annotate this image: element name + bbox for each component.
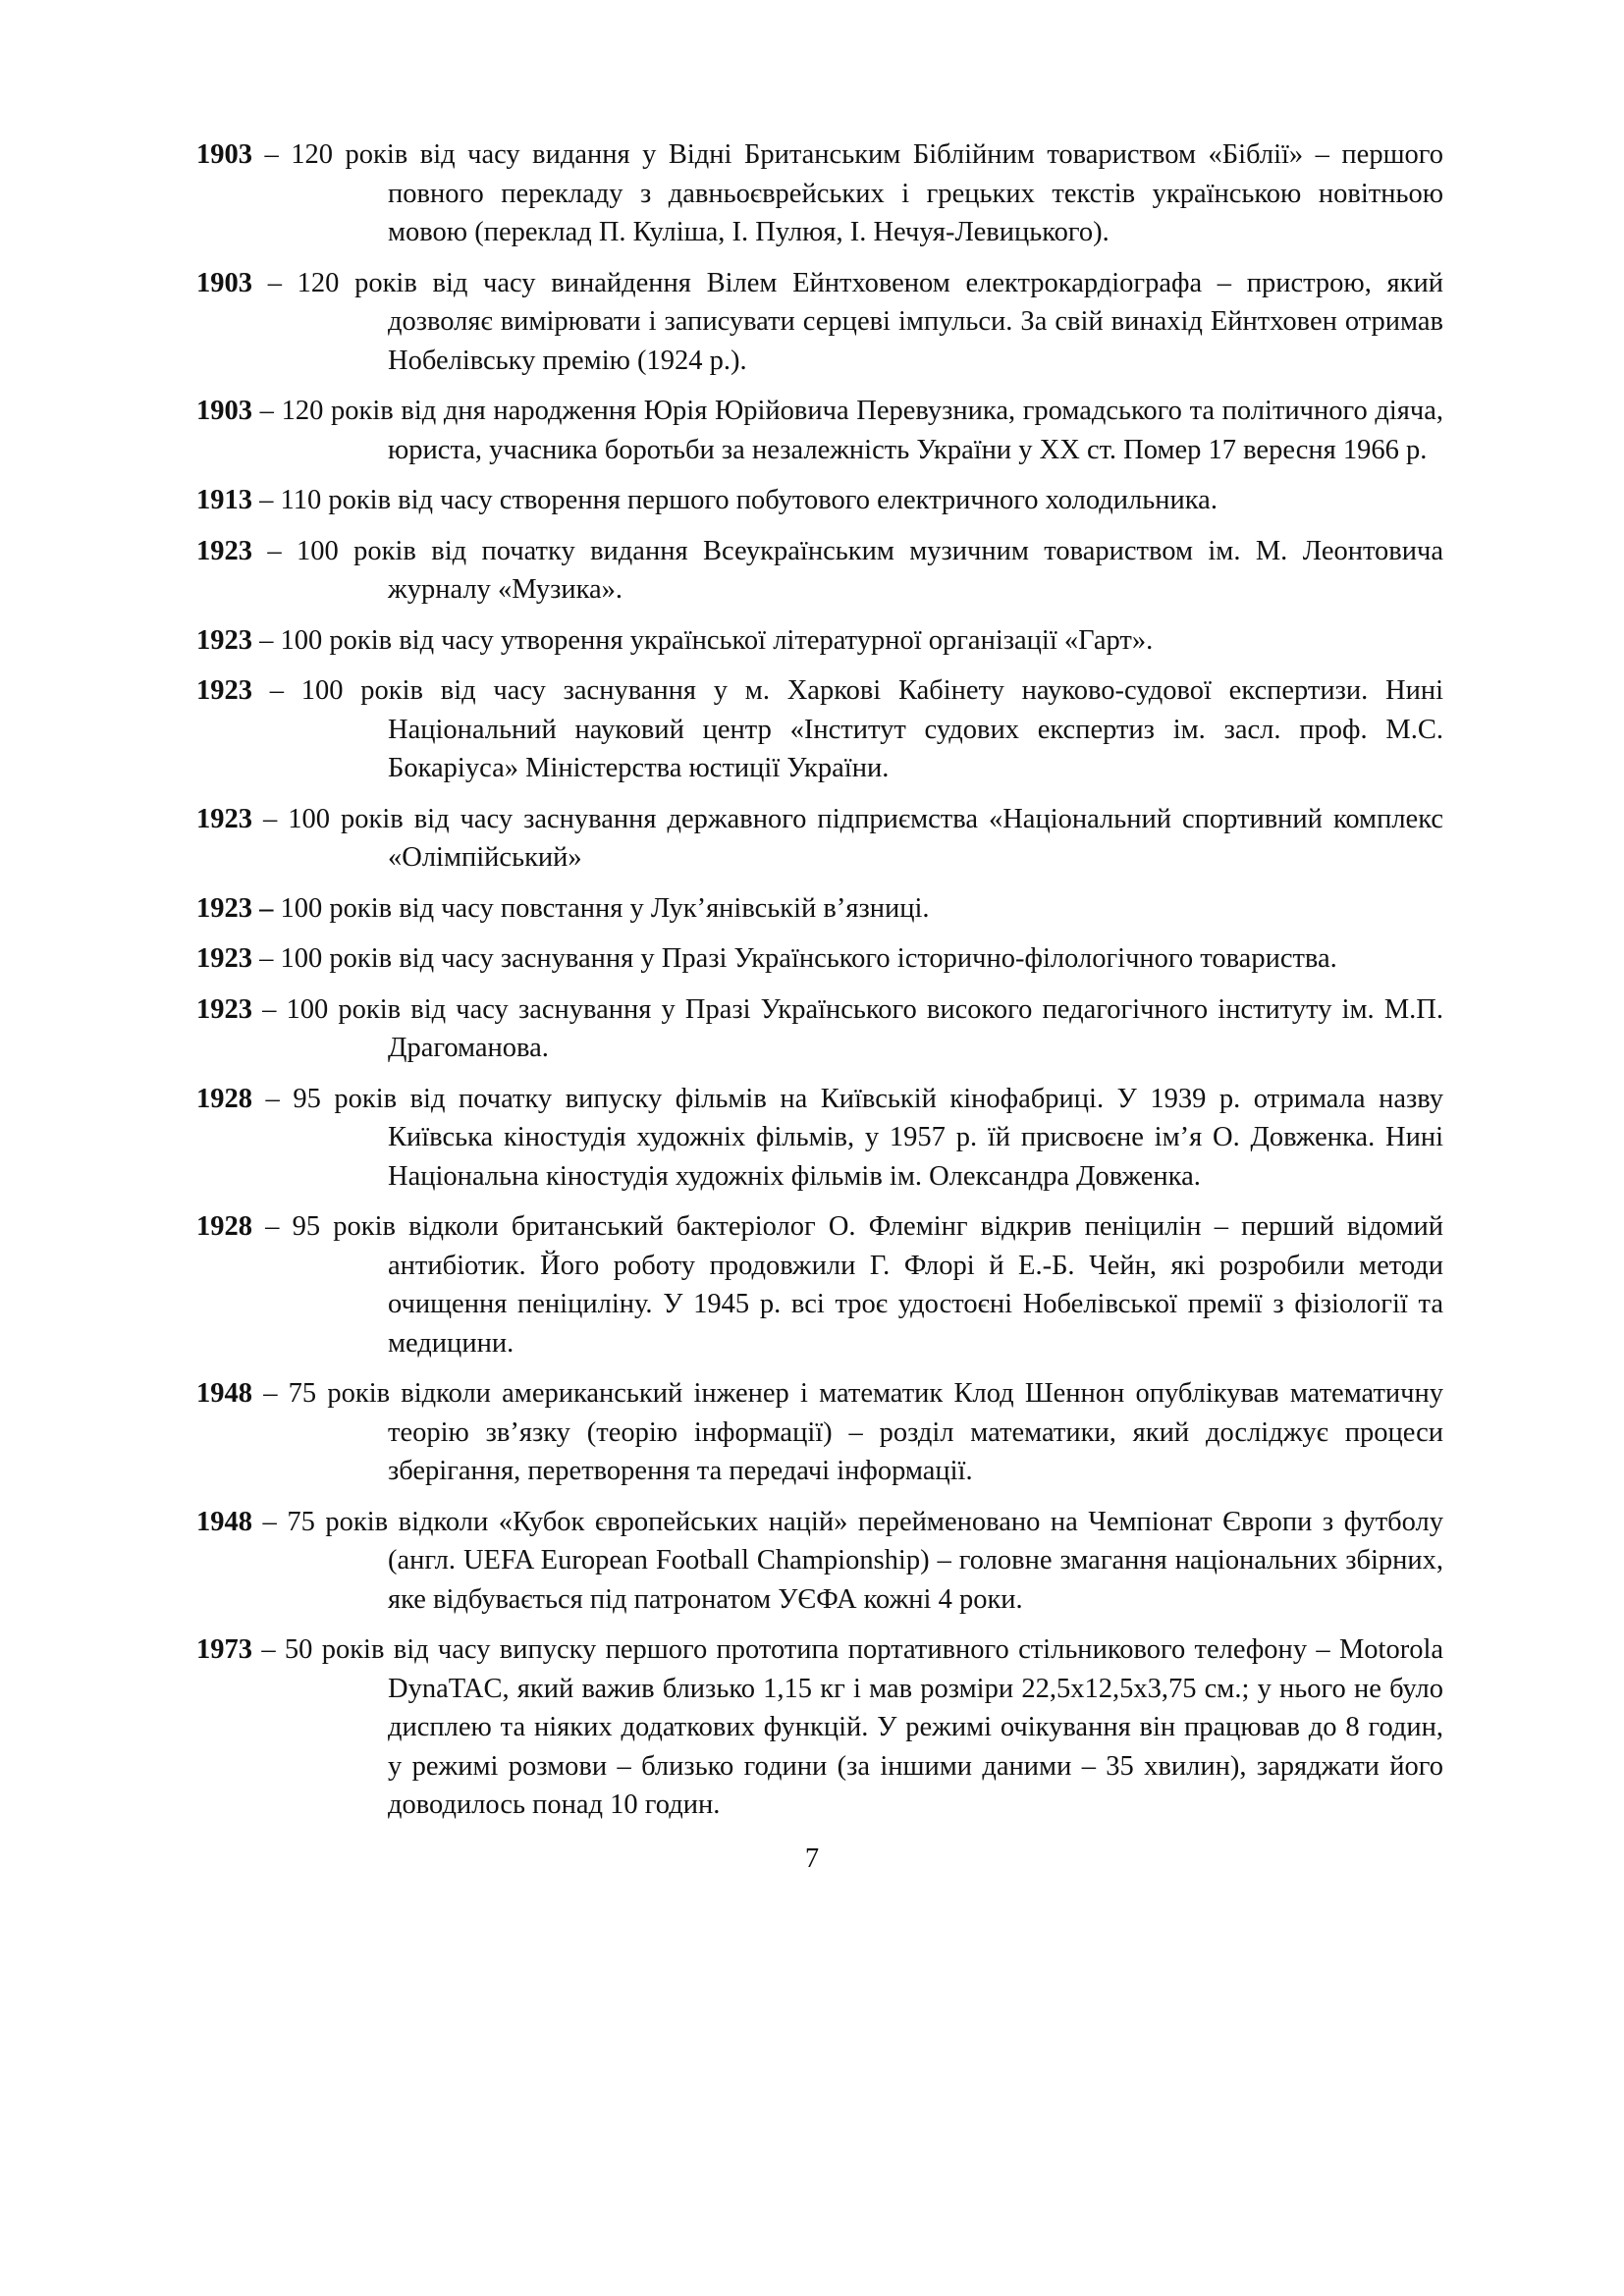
entry-text: 100 років від часу заснування у Празі Українського історично-філологічного товариства.: [280, 943, 1337, 974]
entry-separator: –: [252, 1378, 289, 1409]
entry-text: 75 років відколи американський інженер і математик Клод Шеннон опублікував математичну теорію зв’язку (теорію інформації) – розділ математики, який досліджує процеси зберігання, перетворення та передачі інформації.: [288, 1378, 1443, 1486]
anniversary-entry: [196, 1630, 1443, 1825]
entry-year: 1923: [196, 803, 252, 834]
entry-year: 1923: [196, 675, 252, 706]
entry-year: 1928: [196, 1211, 252, 1242]
entry-year: 1923: [196, 535, 252, 566]
entry-text: 95 років відколи британський бактеріолог О. Флемінг відкрив пеніцилін – перший відомий антибіотик. Його роботу продовжили Г. Флорі й Е.-Б. Чейн, які розробили методи очищення пеніциліну. У 1945 р. всі троє удостоєні Нобелівської премії з фізіології та медицини.: [292, 1211, 1444, 1359]
entry-separator: –: [252, 267, 298, 298]
entry-year: 1923: [196, 624, 252, 656]
anniversary-entry: [196, 481, 1443, 520]
anniversary-entry: [196, 1080, 1443, 1197]
anniversary-entry: [196, 671, 1443, 788]
entry-year: 1923: [196, 943, 252, 974]
entry-year: 1903: [196, 267, 252, 298]
anniversary-entry: [196, 1374, 1443, 1491]
anniversary-entry: [196, 532, 1443, 610]
anniversary-entry: [196, 1207, 1443, 1362]
entry-separator: –: [252, 1083, 294, 1114]
entry-separator: –: [252, 1211, 293, 1242]
anniversary-entry: [196, 990, 1443, 1068]
entry-text: 100 років від початку видання Всеукраїнським музичним товариством ім. М. Леонтовича журналу «Музика».: [297, 535, 1443, 605]
entry-separator: –: [252, 1506, 288, 1537]
entry-year: 1948: [196, 1378, 252, 1409]
anniversary-entry: [196, 889, 1443, 929]
entry-year: 1903: [196, 139, 252, 170]
entry-separator: –: [252, 993, 287, 1025]
entry-text: 100 років від часу утворення української літературної організації «Гарт».: [280, 624, 1154, 656]
entry-text: 120 років від часу винайдення Вілем Ейнтховеном електрокардіографа – пристрою, який дозволяє вимірювати і записувати серцеві імпульси. За свій винахід Ейнтховен отримав Нобелівську премію (1924 р.).: [297, 267, 1443, 376]
entry-text: 100 років від часу заснування у м. Харкові Кабінету науково-судової експертизи. Нині Національний науковий центр «Інститут судових експертиз ім. засл. проф. М.С. Бокаріуса» Міністерства юстиції України.: [300, 675, 1443, 783]
entry-text: 100 років від часу заснування у Празі Українського високого педагогічного інституту ім. М.П. Драгоманова.: [286, 993, 1443, 1063]
anniversary-entry: [196, 939, 1443, 979]
entry-separator: [273, 893, 280, 924]
entry-separator: –: [252, 485, 281, 515]
entry-text: 100 років від часу повстання у Лук’янівській в’язниці.: [280, 892, 930, 924]
anniversary-entry: [196, 392, 1443, 469]
entry-text: 95 років від початку випуску фільмів на Київській кінофабриці. У 1939 р. отримала назву Київська кіностудія художніх фільмів, у 1957 р. їй присвоєне ім’я О. Довженка. Нині Національна кіностудія художніх фільмів ім. Олександра Довженка.: [293, 1083, 1443, 1192]
entry-separator: –: [252, 803, 289, 834]
entry-year: 1948: [196, 1506, 252, 1537]
entry-text: 110 років від часу створення першого побутового електричного холодильника.: [280, 485, 1218, 515]
entry-text: 50 років від часу випуску першого прототипа портативного стільникового телефону – Motorola DynaTAC, який важив близько 1,15 кг і мав розміри 22,5х12,5х3,75 см.; у нього не було дисплею та ніяких додаткових функцій. У режимі очікування він працював до 8 годин, у режимі розмови – близько години (за іншими даними – 35 хвилин), заряджати його доводилось понад 10 годин.: [284, 1634, 1444, 1820]
entry-text: 75 років відколи «Кубок європейських націй» перейменовано на Чемпіонат Європи з футболу (англ. UEFA European Football Championship) – головне змагання національних збірних, яке відбувається під патронатом УЄФА кожні 4 роки.: [287, 1506, 1444, 1615]
entry-text: 120 років від часу видання у Відні Британським Біблійним товариством «Біблії» – першого повного перекладу з давньоєврейських і грецьких текстів українською новітньою мовою (переклад П. Куліша, І. Пулюя, І. Нечуя-Левицького).: [291, 139, 1443, 247]
entry-year: 1973: [196, 1634, 252, 1665]
anniversary-entry: [196, 1503, 1443, 1620]
entry-text: 100 років від часу заснування державного підприємства «Національний спортивний комплекс «Олімпійський»: [288, 803, 1443, 873]
entry-year: 1923 –: [196, 892, 274, 924]
entry-year: 1928: [196, 1083, 252, 1114]
anniversary-entry: [196, 800, 1443, 878]
anniversary-list: [196, 135, 1443, 1837]
entry-separator: –: [252, 675, 301, 706]
entry-text: 120 років від дня народження Юрія Юрійовича Перевузника, громадського та політичного діяча, юриста, учасника боротьби за незалежність України у ХХ ст. Помер 17 вересня 1966 р.: [281, 396, 1444, 465]
entry-separator: –: [252, 943, 281, 974]
anniversary-entry: [196, 135, 1443, 252]
entry-year: 1923: [196, 993, 252, 1025]
page-number: 7: [804, 1843, 820, 1874]
entry-separator: –: [252, 535, 298, 566]
anniversary-entry: [196, 264, 1443, 381]
entry-separator: –: [252, 1634, 285, 1665]
entry-separator: –: [252, 624, 281, 656]
entry-separator: –: [252, 396, 282, 426]
entry-year: 1913: [196, 485, 252, 515]
entry-separator: –: [252, 139, 292, 170]
entry-year: 1903: [196, 396, 252, 426]
anniversary-entry: [196, 621, 1443, 661]
